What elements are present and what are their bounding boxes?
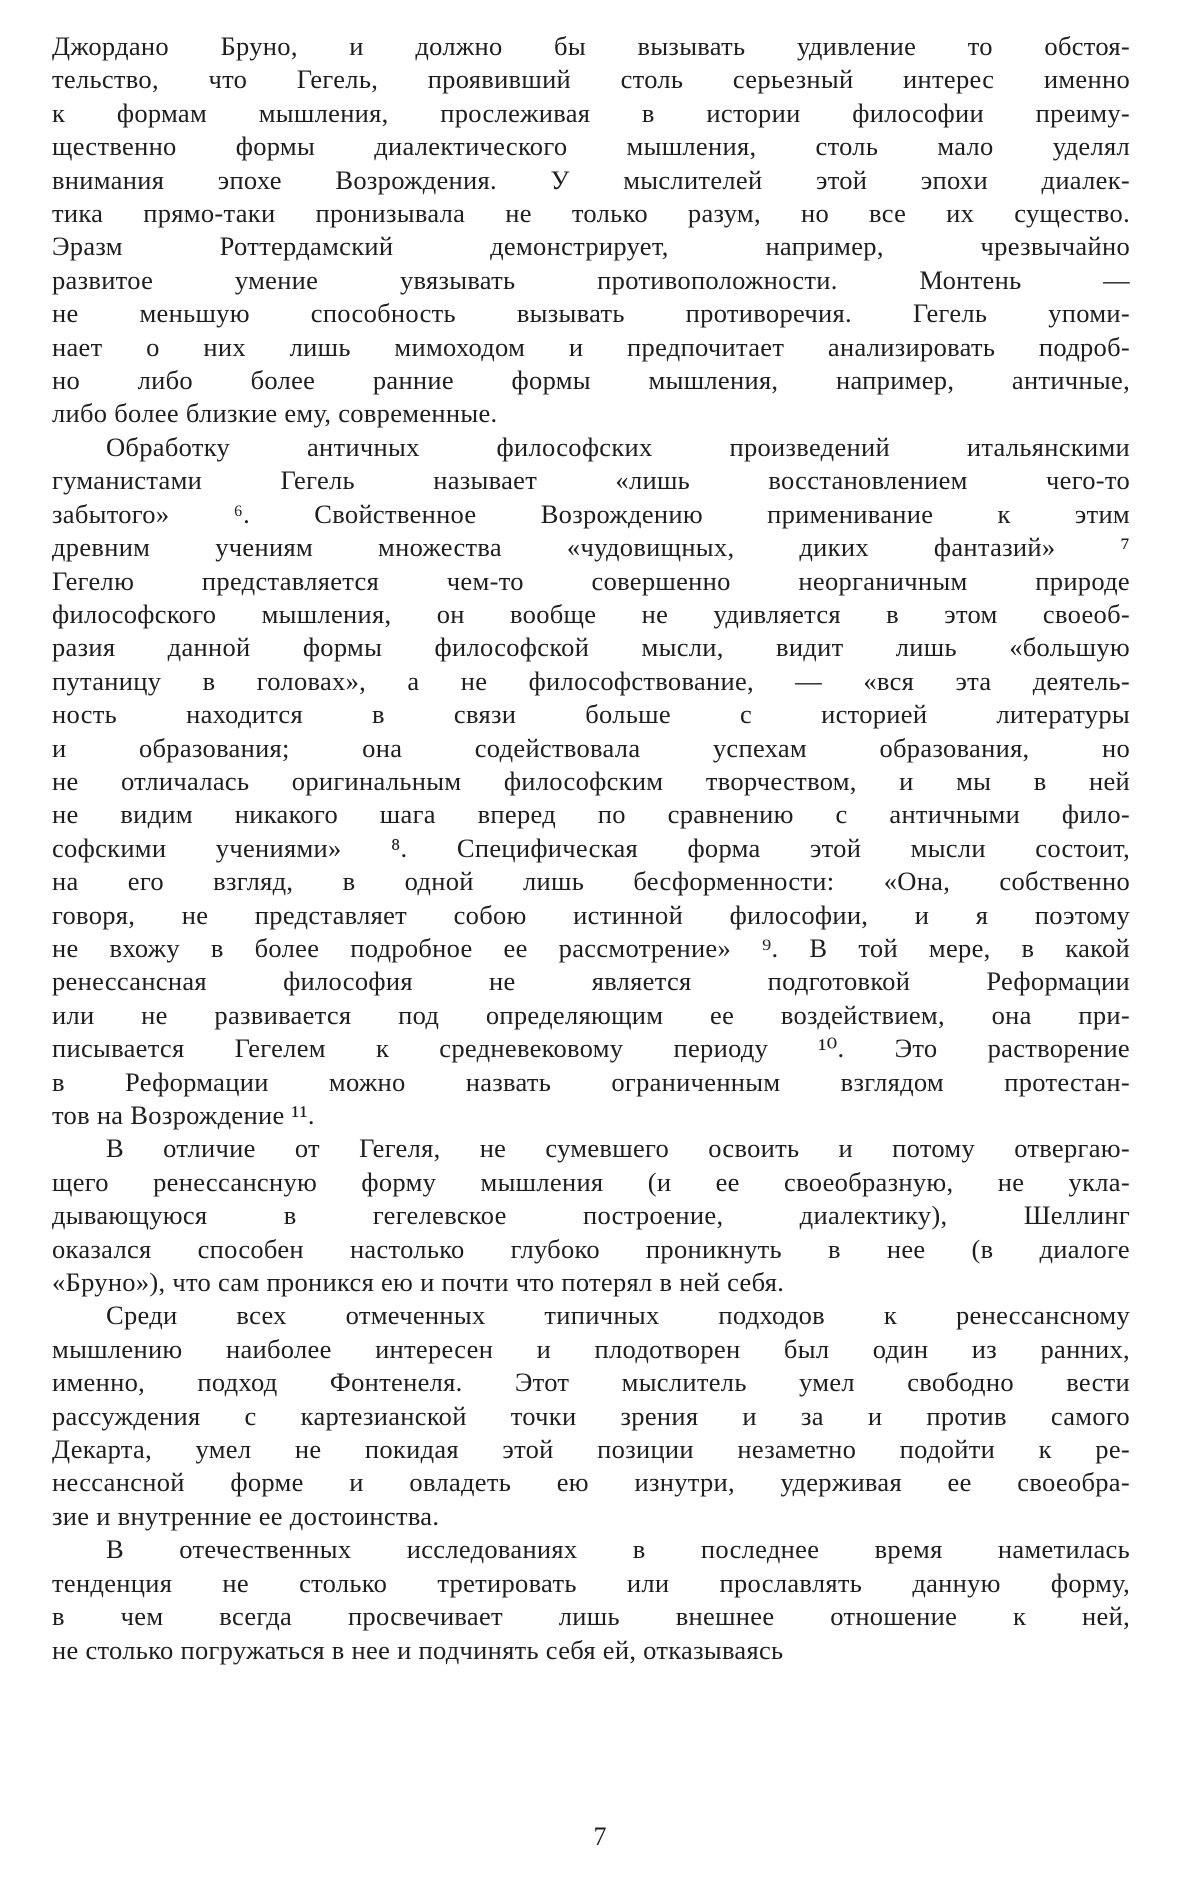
text-line: древним учениям множества «чудовищных, диких фантазий» ⁷ (52, 532, 1130, 563)
text-line: либо более близкие ему, современные. (52, 398, 498, 429)
text-line: внимания эпохе Возрождения. У мыслителей этой эпохи диалек- (52, 164, 1130, 195)
text-line: не меньшую способность вызывать противоречия. Гегель упоми- (52, 298, 1130, 329)
text-line: нессансной форме и овладеть ею изнутри, удерживая ее своеобра- (52, 1467, 1130, 1498)
text-line: ность находится в связи больше с историей литературы (52, 699, 1130, 730)
text-line: писывается Гегелем к средневековому периоду ¹⁰. Это растворение (52, 1033, 1130, 1064)
text-line: зие и внутренние ее достоинства. (52, 1500, 440, 1531)
text-line: в чем всегда просвечивает лишь внешнее отношение к ней, (52, 1601, 1130, 1632)
text-line: Обработку античных философских произведений итальянскими (106, 431, 1130, 462)
text-line: софскими учениями» ⁸. Специфическая форма этой мысли состоит, (52, 832, 1130, 863)
text-line: путаницу в головах», а не философствование, — «вся эта деятель- (52, 665, 1130, 696)
paragraph (52, 30, 1130, 431)
page-body (52, 30, 1130, 1667)
text-line: забытого» ⁶. Свойственное Возрождению применивание к этим (52, 498, 1130, 529)
text-line: на его взгляд, в одной лишь бесформенности: «Она, собственно (52, 866, 1130, 897)
text-line: мышлению наиболее интересен и плодотворен был один из ранних, (52, 1333, 1130, 1364)
paragraph (52, 1132, 1130, 1299)
text-line: но либо более ранние формы мышления, например, античные, (52, 365, 1130, 396)
text-line: к формам мышления, прослеживая в истории философии преиму- (52, 97, 1130, 128)
text-line: не отличалась оригинальным философским творчеством, и мы в ней (52, 765, 1130, 796)
paragraph (52, 431, 1130, 1133)
text-line: не столько погружаться в нее и подчинять себя ей, отказываясь (52, 1634, 784, 1665)
text-line: тенденция не столько третировать или прославлять данную форму, (52, 1567, 1130, 1598)
text-line: В отличие от Гегеля, не сумевшего освоить и потому отвергаю- (106, 1133, 1130, 1164)
text-line: дывающуюся в гегелевское построение, диалектику), Шеллинг (52, 1200, 1130, 1231)
text-line: разия данной формы философской мысли, видит лишь «большую (52, 632, 1130, 663)
text-line: щественно формы диалектического мышления, столь мало уделял (52, 131, 1130, 162)
text-line: тов на Возрождение ¹¹. (52, 1100, 315, 1130)
text-line: «Бруно»), что сам проникся ею и почти что потерял в ней себя. (52, 1267, 785, 1298)
text-line: Гегелю представляется чем-то совершенно неорганичным природе (52, 565, 1130, 596)
text-line: и образования; она содействовала успехам образования, но (52, 732, 1130, 763)
text-line: тельство, что Гегель, проявивший столь серьезный интерес именно (52, 64, 1130, 95)
text-line: тика прямо-таки пронизывала не только разум, но все их существо. (52, 198, 1130, 229)
text-line: философского мышления, он вообще не удивляется в этом своеоб- (52, 598, 1130, 629)
text-line: Джордано Бруно, и должно бы вызывать удивление то обстоя- (52, 31, 1130, 61)
text-line: не видим никакого шага вперед по сравнению с античными фило- (52, 799, 1130, 830)
text-line: Декарта, умел не покидая этой позиции незаметно подойти к ре- (52, 1434, 1130, 1465)
text-line: говоря, не представляет собою истинной философии, и я поэтому (52, 899, 1130, 930)
paragraph (52, 1299, 1130, 1533)
text-line: не вхожу в более подробное ее рассмотрение» ⁹. В той мере, в какой (52, 932, 1130, 963)
text-line: гуманистами Гегель называет «лишь восстановлением чего-то (52, 465, 1130, 496)
text-line: или не развивается под определяющим ее воздействием, она при- (52, 999, 1130, 1030)
text-line: рассуждения с картезианской точки зрения и за и против самого (52, 1400, 1130, 1431)
page-number: 7 (593, 1822, 607, 1851)
text-line: именно, подход Фонтенеля. Этот мыслитель умел свободно вести (52, 1367, 1130, 1398)
text-line: В отечественных исследованиях в последнее время наметилась (106, 1534, 1130, 1565)
paragraph (52, 1533, 1130, 1667)
text-line: в Реформации можно назвать ограниченным взглядом протестан- (52, 1066, 1130, 1097)
text-line: Среди всех отмеченных типичных подходов к ренессансному (106, 1300, 1130, 1331)
text-line: оказался способен настолько глубоко проникнуть в нее (в диалоге (52, 1233, 1130, 1264)
text-line: щего ренессансную форму мышления (и ее своеобразную, не укла- (52, 1166, 1130, 1197)
text-line: нает о них лишь мимоходом и предпочитает анализировать подроб- (52, 331, 1130, 362)
text-line: развитое умение увязывать противоположности. Монтень — (52, 264, 1130, 295)
text-line: ренессансная философия не является подготовкой Реформации (52, 966, 1130, 997)
text-line: Эразм Роттердамский демонстрирует, например, чрезвычайно (52, 231, 1130, 262)
